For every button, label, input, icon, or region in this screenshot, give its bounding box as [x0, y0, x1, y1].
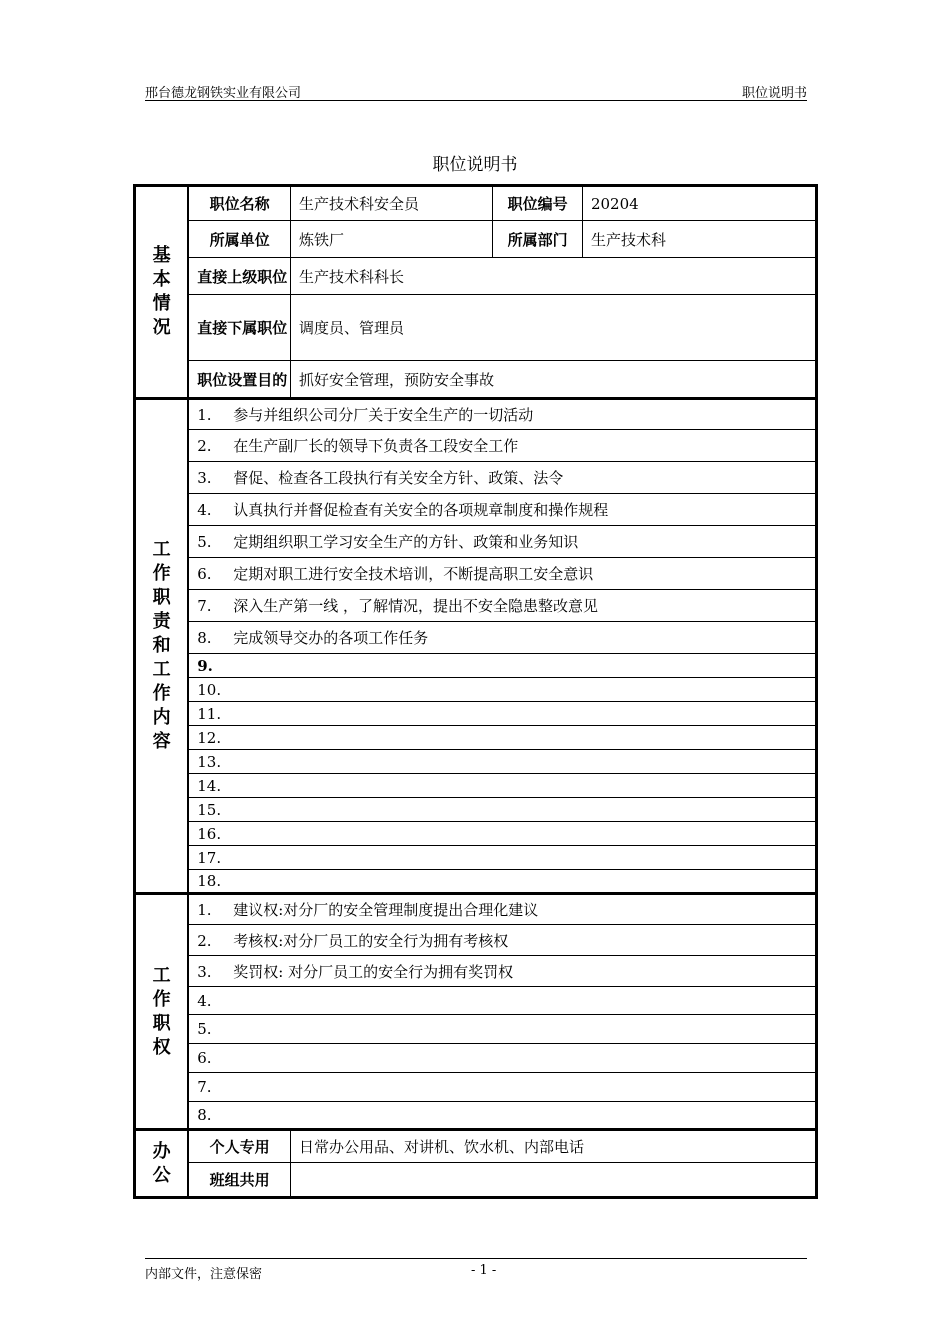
page-header	[145, 82, 807, 101]
dept-label: 所属部门	[493, 221, 583, 258]
list-item	[188, 526, 816, 558]
item-number: 6.	[197, 565, 212, 583]
shared-value	[290, 1163, 816, 1198]
job-description-table	[133, 184, 818, 1199]
position-code-label: 职位编号	[493, 186, 583, 221]
item-number: 17.	[197, 848, 222, 867]
subordinate-value: 调度员、管理员	[290, 295, 816, 361]
purpose-label: 职位设置目的	[188, 361, 290, 399]
item-text: 定期对职工进行安全技术培训，不断提高职工安全意识	[233, 565, 594, 583]
item-number: 4.	[197, 501, 212, 519]
purpose-value: 抓好安全管理，预防安全事故	[290, 361, 816, 399]
item-number: 1.	[197, 406, 212, 424]
dept-value: 生产技术科	[582, 221, 816, 258]
list-item	[188, 956, 816, 987]
list-item	[188, 987, 816, 1015]
item-text: 定期组织职工学习安全生产的方针、政策和业务知识	[233, 533, 579, 551]
list-item	[188, 494, 816, 526]
list-item	[188, 622, 816, 654]
page-title: 职位说明书	[432, 155, 518, 175]
list-item	[188, 822, 816, 846]
list-item	[188, 654, 816, 678]
list-item	[188, 399, 816, 430]
item-number: 3.	[197, 962, 212, 981]
list-item	[188, 925, 816, 956]
item-number: 7.	[197, 1078, 212, 1096]
item-number: 7.	[197, 597, 212, 615]
list-item	[188, 678, 816, 702]
page-number: - 1 -	[471, 1263, 497, 1278]
item-number: 5.	[197, 533, 212, 551]
section-duties-label: 工 作 职 责 和 工 作 内 容	[135, 399, 189, 894]
list-item	[188, 702, 816, 726]
section-basic-label: 基 本 情 况	[135, 186, 189, 399]
subordinate-label: 直接下属职位	[188, 295, 290, 361]
section-office-label: 办 公	[135, 1130, 189, 1198]
item-number: 13.	[197, 752, 222, 771]
item-text: 认真执行并督促检查有关安全的各项规章制度和操作规程	[233, 501, 609, 519]
item-text: 完成领导交办的各项工作任务	[233, 629, 429, 647]
item-number: 18.	[197, 872, 222, 890]
item-text: 奖罚权: 对分厂员工的安全行为拥有奖罚权	[233, 962, 514, 981]
item-text: 建议权:对分厂的安全管理制度提出合理化建议	[233, 901, 539, 919]
list-item	[188, 774, 816, 798]
item-text: 在生产副厂长的领导下负责各工段安全工作	[233, 437, 519, 455]
item-number: 8.	[197, 629, 212, 647]
list-item	[188, 726, 816, 750]
item-number: 2.	[197, 931, 212, 950]
item-text: 督促、检查各工段执行有关安全方针、政策、法令	[233, 469, 564, 487]
item-number: 5.	[197, 1020, 212, 1038]
list-item	[188, 870, 816, 894]
section-authority-label: 工 作 职 权	[135, 894, 189, 1130]
position-name-value: 生产技术科安全员	[290, 186, 492, 221]
list-item	[188, 430, 816, 462]
item-number: 9.	[197, 656, 213, 675]
list-item	[188, 750, 816, 774]
item-number: 6.	[197, 1049, 212, 1067]
item-number: 1.	[197, 901, 212, 919]
list-item	[188, 1044, 816, 1073]
item-number: 3.	[197, 469, 212, 487]
superior-value: 生产技术科科长	[290, 258, 816, 295]
header-doc-type: 职位说明书	[741, 86, 807, 101]
confidential-note: 内部文件，注意保密	[145, 1267, 263, 1282]
company-name: 邢台德龙钢铁实业有限公司	[145, 86, 302, 101]
list-item	[188, 1073, 816, 1102]
item-text: 参与并组织公司分厂关于安全生产的一切活动	[233, 406, 534, 424]
personal-label: 个人专用	[188, 1130, 290, 1163]
item-number: 14.	[197, 776, 222, 795]
item-number: 10.	[197, 680, 222, 699]
page-footer	[145, 1258, 807, 1282]
list-item	[188, 1015, 816, 1044]
item-number: 11.	[197, 704, 222, 723]
personal-value: 日常办公用品、对讲机、饮水机、内部电话	[290, 1130, 816, 1163]
item-number: 4.	[197, 991, 212, 1010]
item-text: 深入生产第一线 ，了解情况，提出不安全隐患整改意见	[233, 597, 599, 615]
list-item	[188, 462, 816, 494]
list-item	[188, 798, 816, 822]
list-item	[188, 1102, 816, 1130]
item-number: 8.	[197, 1106, 212, 1124]
item-number: 12.	[197, 728, 222, 747]
list-item	[188, 846, 816, 870]
position-name-label: 职位名称	[188, 186, 290, 221]
position-code-value: 20204	[582, 186, 816, 221]
item-number: 2.	[197, 437, 212, 455]
unit-value: 炼铁厂	[290, 221, 492, 258]
list-item	[188, 894, 816, 925]
shared-label: 班组共用	[188, 1163, 290, 1198]
item-number: 15.	[197, 800, 222, 819]
list-item	[188, 590, 816, 622]
item-text: 考核权:对分厂员工的安全行为拥有考核权	[233, 931, 509, 950]
list-item	[188, 558, 816, 590]
superior-label: 直接上级职位	[188, 258, 290, 295]
unit-label: 所属单位	[188, 221, 290, 258]
item-number: 16.	[197, 824, 222, 843]
